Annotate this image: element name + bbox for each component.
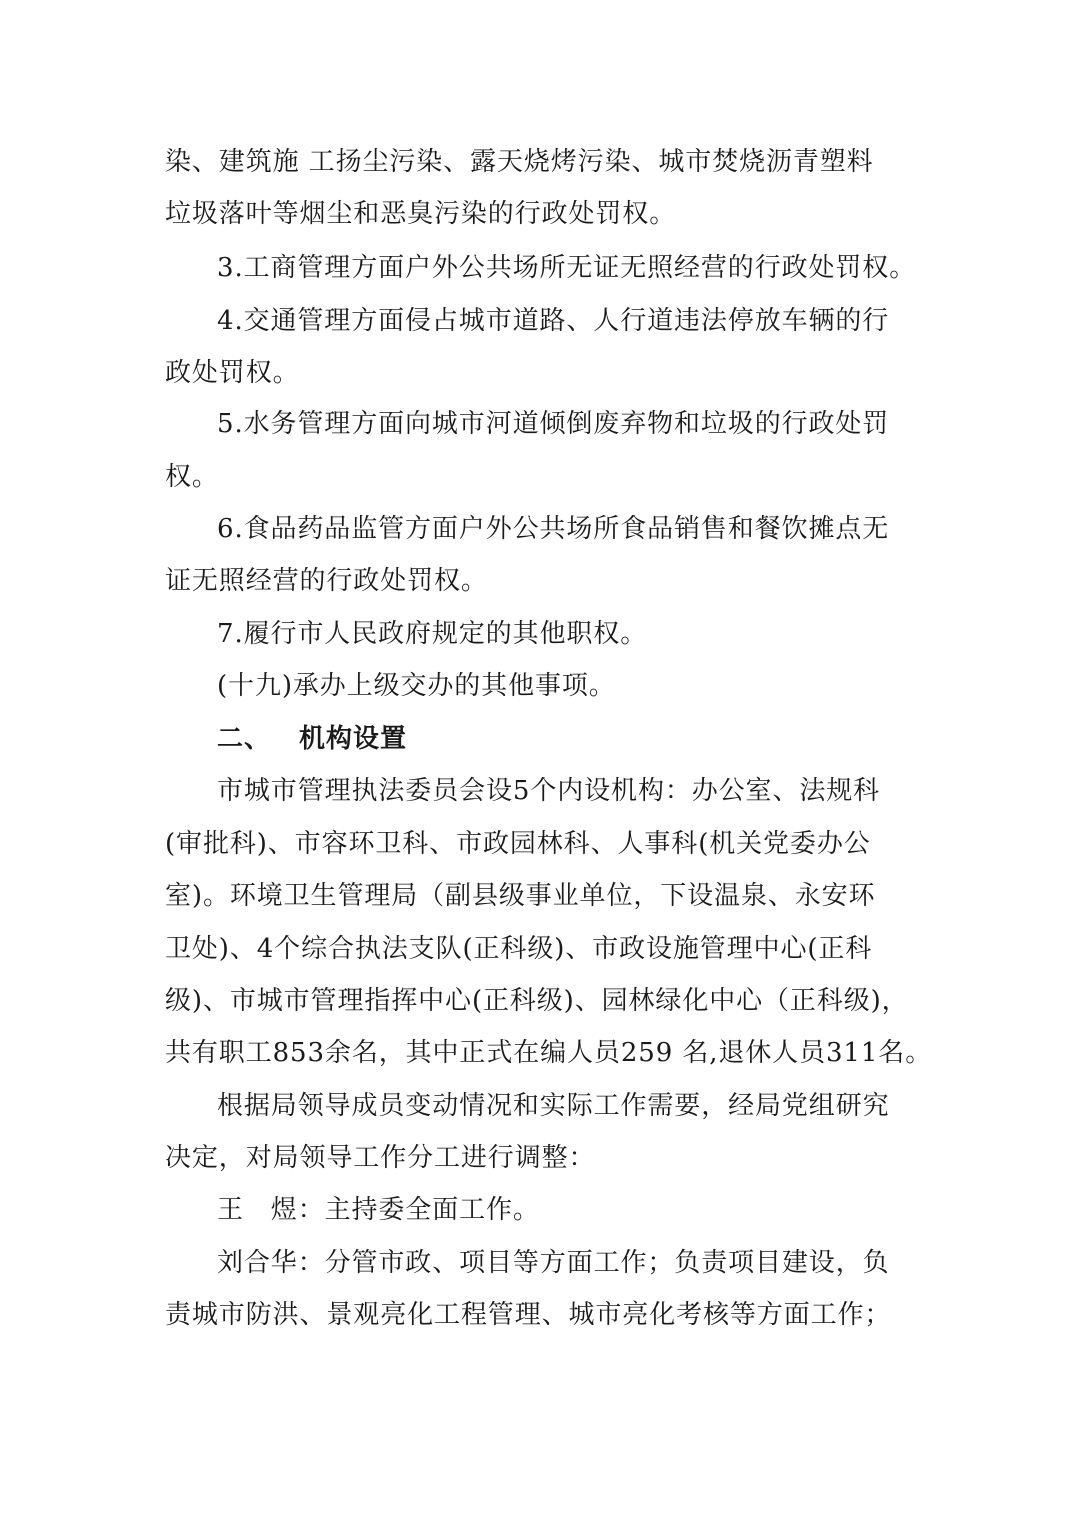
paragraph-line: 共有职工853余名，其中正式在编人员259 名,退休人员311名。	[165, 1038, 933, 1068]
text-line: 染、建筑施 工扬尘污染、露天烧烤污染、城市焚烧沥青塑料	[165, 147, 874, 177]
list-item-6: 6.食品药品监管方面户外公共场所食品销售和餐饮摊点无	[217, 514, 890, 544]
paragraph-line: 级)、市城市管理指挥中心(正科级)、园林绿化中心（正科级)，	[165, 986, 909, 1016]
text-line: 权。	[165, 462, 219, 492]
leader-duty-line: 刘合华：分管市政、项目等方面工作；负责项目建设，负	[217, 1248, 890, 1278]
list-item-3: 3.工商管理方面户外公共场所无证无照经营的行政处罚权。	[217, 253, 917, 283]
section-title: 机构设置	[299, 724, 408, 754]
list-item-4: 4.交通管理方面侵占城市道路、人行道违法停放车辆的行	[217, 306, 890, 336]
text-line: 垃圾落叶等烟尘和恶臭污染的行政处罚权。	[165, 199, 677, 229]
list-item-7: 7.履行市人民政府规定的其他职权。	[217, 619, 648, 649]
paragraph-line: (审批科)、市容环卫科、市政园林科、人事科(机关党委办公	[165, 829, 871, 859]
paragraph-line: 根据局领导成员变动情况和实际工作需要，经局党组研究	[217, 1091, 890, 1121]
text-line: 证无照经营的行政处罚权。	[165, 566, 488, 596]
paragraph-line: 决定，对局领导工作分工进行调整：	[165, 1143, 596, 1173]
leader-duty-line: 王 煜：主持委全面工作。	[217, 1195, 540, 1225]
section-number: 二、	[217, 724, 272, 754]
leader-duty-line: 责城市防洪、景观亮化工程管理、城市亮化考核等方面工作；	[165, 1300, 892, 1330]
list-item-19: (十九)承办上级交办的其他事项。	[217, 671, 616, 701]
paragraph-line: 卫处)、4个综合执法支队(正科级)、市政设施管理中心(正科	[165, 934, 873, 964]
section-heading	[217, 723, 407, 755]
paragraph-line: 室)。环境卫生管理局（副县级事业单位，下设温泉、永安环	[165, 881, 876, 911]
list-item-5: 5.水务管理方面向城市河道倾倒废弃物和垃圾的行政处罚	[217, 409, 890, 439]
text-line: 政处罚权。	[165, 358, 300, 388]
paragraph-line: 市城市管理执法委员会设5个内设机构：办公室、法规科	[217, 776, 881, 806]
